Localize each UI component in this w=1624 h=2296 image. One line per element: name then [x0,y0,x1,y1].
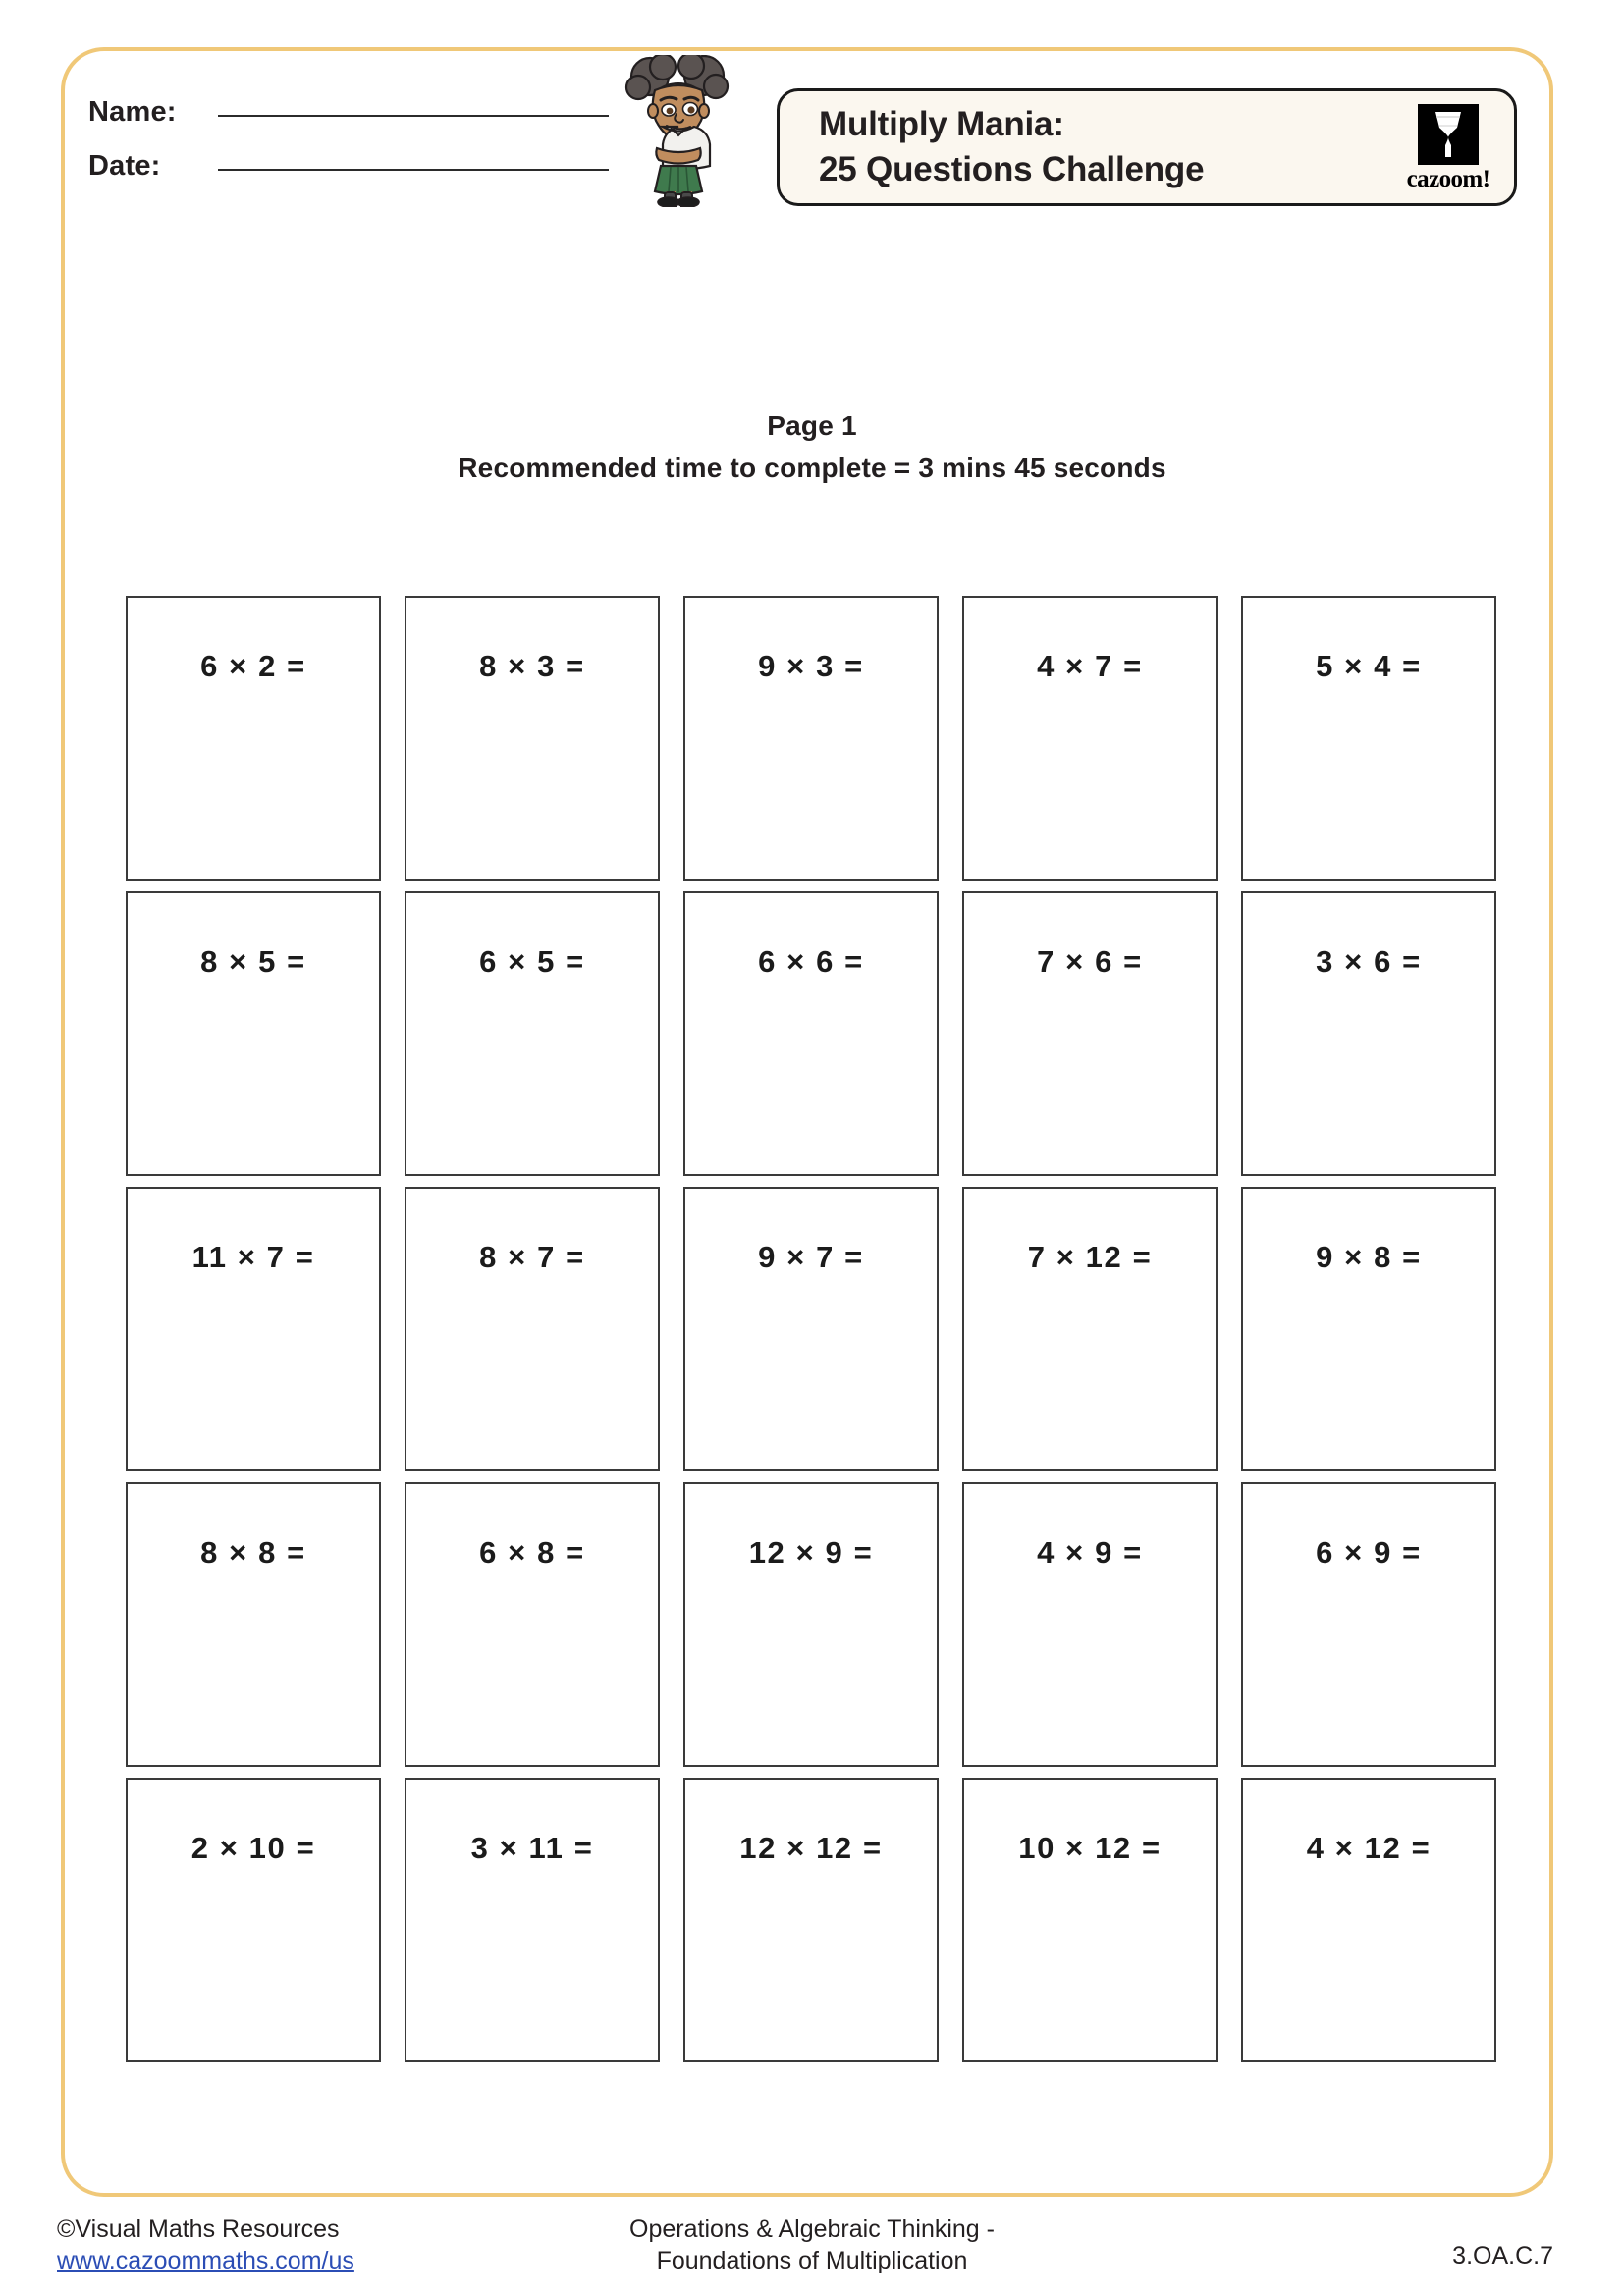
cazoom-wordmark: cazoom! [1406,165,1490,192]
question-cell[interactable] [1241,1778,1496,2062]
question-text: 6 × 8 = [479,1535,585,1570]
question-cell[interactable] [1241,1482,1496,1767]
student-character-icon [620,55,737,207]
date-label: Date: [88,150,161,182]
recommended-time: Recommended time to complete = 3 mins 45 seconds [458,453,1166,483]
question-cell[interactable] [683,596,939,881]
page-meta-block [0,410,1624,484]
question-cell[interactable] [126,1482,381,1767]
question-text: 5 × 4 = [1316,649,1422,683]
question-cell[interactable] [405,596,660,881]
worksheet-footer [0,2215,1624,2293]
question-text: 6 × 2 = [200,649,306,683]
cazoom-logo [1406,104,1490,191]
question-grid [126,596,1496,2062]
question-cell[interactable] [405,1778,660,2062]
question-text: 10 × 12 = [1018,1831,1162,1865]
website-link[interactable]: www.cazoommaths.com/us [57,2246,354,2274]
question-text: 6 × 6 = [758,944,864,979]
name-row [88,96,609,129]
question-cell[interactable] [962,1187,1218,1471]
question-cell[interactable] [405,891,660,1176]
name-label: Name: [88,96,177,128]
question-text: 8 × 5 = [200,944,306,979]
question-text: 6 × 5 = [479,944,585,979]
question-text: 4 × 9 = [1037,1535,1143,1570]
question-cell[interactable] [683,1778,939,2062]
student-info-block [88,96,609,204]
question-text: 3 × 11 = [470,1831,594,1865]
question-text: 8 × 7 = [479,1240,585,1274]
question-text: 11 × 7 = [191,1240,315,1274]
worksheet-title-box [777,88,1517,206]
question-text: 4 × 7 = [1037,649,1143,683]
question-cell[interactable] [962,596,1218,881]
question-cell[interactable] [126,1187,381,1471]
question-cell[interactable] [683,891,939,1176]
question-cell[interactable] [962,891,1218,1176]
question-text: 6 × 9 = [1316,1535,1422,1570]
standard-line-2: Foundations of Multiplication [656,2246,968,2274]
question-text: 8 × 8 = [200,1535,306,1570]
question-cell[interactable] [126,1778,381,2062]
page-title [819,102,1204,192]
question-text: 7 × 12 = [1027,1240,1153,1274]
question-cell[interactable] [683,1482,939,1767]
question-text: 9 × 8 = [1316,1240,1422,1274]
question-cell[interactable] [1241,596,1496,881]
question-text: 7 × 6 = [1037,944,1143,979]
question-cell[interactable] [1241,1187,1496,1471]
question-text: 12 × 12 = [739,1831,883,1865]
name-input-line[interactable] [218,115,609,117]
question-cell[interactable] [683,1187,939,1471]
title-line-2: 25 Questions Challenge [819,150,1205,188]
question-cell[interactable] [126,891,381,1176]
question-text: 12 × 9 = [748,1535,874,1570]
question-text: 3 × 6 = [1316,944,1422,979]
standard-line-1: Operations & Algebraic Thinking - [629,2216,995,2243]
question-cell[interactable] [405,1187,660,1471]
title-line-1: Multiply Mania: [819,104,1064,143]
question-cell[interactable] [962,1778,1218,2062]
hourglass-icon [1418,104,1479,165]
question-text: 2 × 10 = [190,1831,316,1865]
footer-standard [0,2215,1624,2276]
date-input-line[interactable] [218,169,609,171]
standard-code: 3.OA.C.7 [1452,2242,1553,2269]
page-number: Page 1 [767,410,857,441]
question-cell[interactable] [1241,891,1496,1176]
question-cell[interactable] [405,1482,660,1767]
question-cell[interactable] [126,596,381,881]
question-text: 8 × 3 = [479,649,585,683]
question-text: 9 × 3 = [758,649,864,683]
date-row [88,150,609,183]
question-text: 9 × 7 = [758,1240,864,1274]
question-text: 4 × 12 = [1306,1831,1432,1865]
question-cell[interactable] [962,1482,1218,1767]
copyright-text: ©Visual Maths Resources [57,2216,340,2243]
